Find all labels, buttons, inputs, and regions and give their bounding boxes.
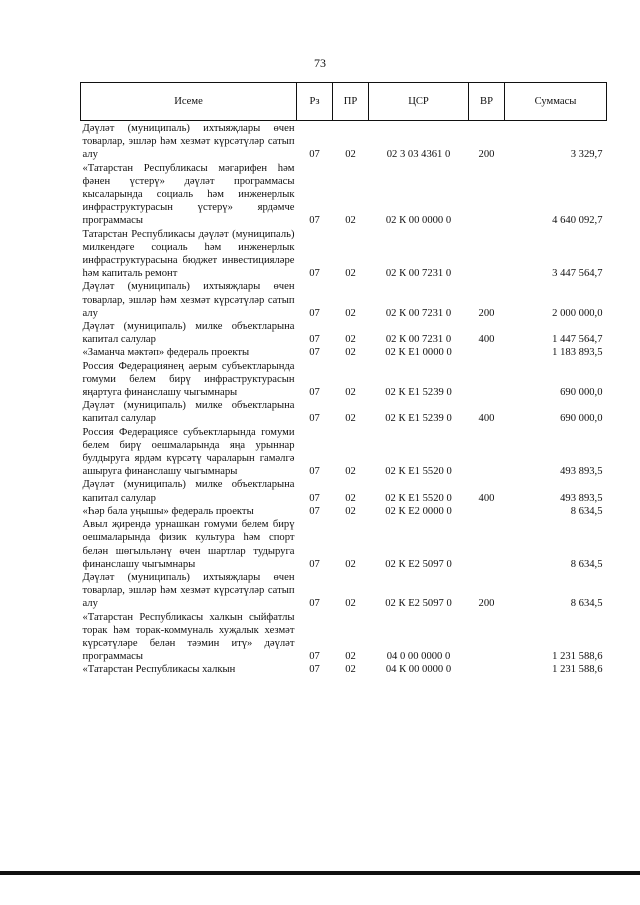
cell-name: Россия Федерациянең аерым субъектларында гомуми белем бирү инфраструктурасын яңартуга финанслашу чыгымнары [82,360,295,399]
cell-rz: 07 [309,268,320,280]
page-number: 73 [314,56,326,70]
cell-name: Татарстан Республикасы дәүләт (муниципаль) милкендәге социаль һәм инженерлык инфраструктурасына бюджет инвестицияләре һәм капиталь ремонт [82,228,295,280]
cell-name: Россия Федерациясе субъектларында гомуми белем бирү оешмаларында яңа урыннар булдыруга ярдәм күрсәтү чараларын гамәлгә ашыруга финанслашу чыгымнары [82,426,295,478]
cell-pr: 02 [345,387,356,399]
cell-sum: 493 893,5 [560,466,603,478]
cell-pr: 02 [345,347,356,359]
cell-rz: 07 [309,215,320,227]
cell-sum: 1 447 564,7 [552,334,603,346]
cell-rz: 07 [309,149,320,161]
cell-sum: 8 634,5 [570,598,603,610]
cell-name: Дәүләт (муниципаль) милке объектларына капитал салулар [82,479,295,504]
table-row [81,505,607,518]
cell-name: Авыл җирендә урнашкан гомуми белем бирү оешмаларында физик культура һәм спорт белән шөгыльләнү өчен шартлар тудыруга финанслашу чыгымнары [82,519,295,570]
table-row [81,426,607,479]
cell-vr: 400 [478,334,495,346]
cell-vr [469,360,505,400]
cell-pr: 02 [345,466,356,478]
header-pr: ПР [333,83,369,121]
cell-sum: 2 000 000,0 [552,307,603,319]
cell-pr: 02 [345,334,356,346]
cell-rz: 07 [309,307,320,319]
table-row [81,611,607,664]
cell-vr: 200 [478,598,495,610]
cell-pr: 02 [345,505,356,517]
cell-rz: 07 [309,651,320,663]
cell-csr: 02 К Е2 0000 0 [385,505,452,517]
cell-csr: 02 3 03 4361 0 [386,149,451,161]
cell-sum: 690 000,0 [560,413,603,425]
cell-csr: 02 К 00 7231 0 [385,268,452,280]
cell-rz: 07 [309,492,320,504]
table-row [81,121,607,162]
cell-vr: 400 [478,492,495,504]
cell-sum: 1 231 588,6 [552,651,603,663]
cell-pr: 02 [345,215,356,227]
header-vr: ВР [469,83,505,121]
cell-csr: 02 К 00 7231 0 [385,307,452,319]
table-row [81,320,607,346]
cell-csr: 04 К 00 0000 0 [385,664,452,676]
cell-name: «Татарстан Республикасы халкын [82,664,236,676]
cell-csr: 02 К 00 7231 0 [385,334,452,346]
cell-csr: 02 К Е2 5097 0 [385,598,452,610]
table-row [81,162,607,228]
bottom-rule [0,871,640,875]
table-row [81,399,607,425]
cell-rz: 07 [309,387,320,399]
cell-name: «Заманча мәктәп» федераль проекты [82,347,250,359]
cell-rz: 07 [309,505,320,517]
cell-vr: 400 [478,413,495,425]
cell-rz: 07 [309,664,320,676]
cell-rz: 07 [309,558,320,570]
cell-sum: 690 000,0 [560,387,603,399]
cell-sum: 3 447 564,7 [552,268,603,280]
cell-rz: 07 [309,413,320,425]
cell-pr: 02 [345,492,356,504]
cell-csr: 02 К Е1 0000 0 [385,347,452,359]
table-body [81,121,607,677]
cell-rz: 07 [309,466,320,478]
cell-name: Дәүләт (муниципаль) ихтыяҗлары өчен товарлар, эшләр һәм хезмәт күрсәтүләр сатып алу [82,123,295,161]
cell-pr: 02 [345,413,356,425]
cell-name: «Татарстан Республикасы халкын сыйфатлы торак һәм торак-коммуналь хуҗалык хезмәт күрсәтүләре белән тәэмин итү» дәүләт программасы [82,611,295,663]
cell-csr: 02 К 00 0000 0 [385,215,452,227]
cell-vr [469,228,505,281]
header-name: Исеме [81,83,297,121]
cell-vr: 200 [478,149,495,161]
cell-csr: 02 К Е1 5239 0 [385,387,452,399]
cell-pr: 02 [345,558,356,570]
cell-vr [469,518,505,571]
table-row [81,280,607,320]
cell-pr: 02 [345,149,356,161]
cell-vr: 200 [478,307,495,319]
cell-name: «Һәр бала уңышы» федераль проекты [82,505,254,517]
cell-sum: 1 183 893,5 [552,347,603,359]
cell-csr: 02 К Е2 5097 0 [385,558,452,570]
cell-vr [469,426,505,479]
cell-sum: 1 231 588,6 [552,664,603,676]
cell-sum: 8 634,5 [570,558,603,570]
cell-csr: 02 К Е1 5520 0 [385,466,452,478]
table-header [81,83,607,121]
cell-pr: 02 [345,598,356,610]
cell-name: Дәүләт (муниципаль) милке объектларына капитал салулар [82,321,295,346]
cell-csr: 02 К Е1 5239 0 [385,413,452,425]
header-sum: Суммасы [505,83,607,121]
cell-csr: 04 0 00 0000 0 [386,651,451,663]
cell-sum: 3 329,7 [570,149,603,161]
cell-csr: 02 К Е1 5520 0 [385,492,452,504]
table-row [81,518,607,571]
cell-name: Дәүләт (муниципаль) ихтыяҗлары өчен товарлар, эшләр һәм хезмәт күрсәтүләр сатып алу [82,571,295,610]
cell-sum: 4 640 092,7 [552,215,603,227]
header-rz: Рз [297,83,333,121]
table-row [81,228,607,281]
cell-pr: 02 [345,307,356,319]
cell-pr: 02 [345,268,356,280]
cell-rz: 07 [309,598,320,610]
cell-vr [469,162,505,228]
header-csr: ЦСР [369,83,469,121]
table-row [81,571,607,611]
cell-pr: 02 [345,651,356,663]
cell-vr [469,611,505,664]
budget-table [80,82,607,677]
cell-rz: 07 [309,347,320,359]
cell-vr [469,663,505,676]
cell-name: Дәүләт (муниципаль) ихтыяҗлары өчен товарлар, эшләр һәм хезмәт күрсәтүләр сатып алу [82,281,295,319]
cell-name: «Татарстан Республикасы мәгарифен һәм фәнен үстерү» дәүләт программасы кысаларында социаль һәм инженерлык инфраструктурасын үстерү» ярдәмче программасы [82,162,295,227]
table-row [81,663,607,676]
cell-pr: 02 [345,664,356,676]
table-row [81,478,607,504]
cell-name: Дәүләт (муниципаль) милке объектларына капитал салулар [82,400,295,425]
table-row [81,360,607,400]
cell-vr [469,505,505,518]
cell-sum: 8 634,5 [570,505,603,517]
cell-rz: 07 [309,334,320,346]
table-row [81,346,607,359]
cell-vr [469,346,505,359]
cell-sum: 493 893,5 [560,492,603,504]
